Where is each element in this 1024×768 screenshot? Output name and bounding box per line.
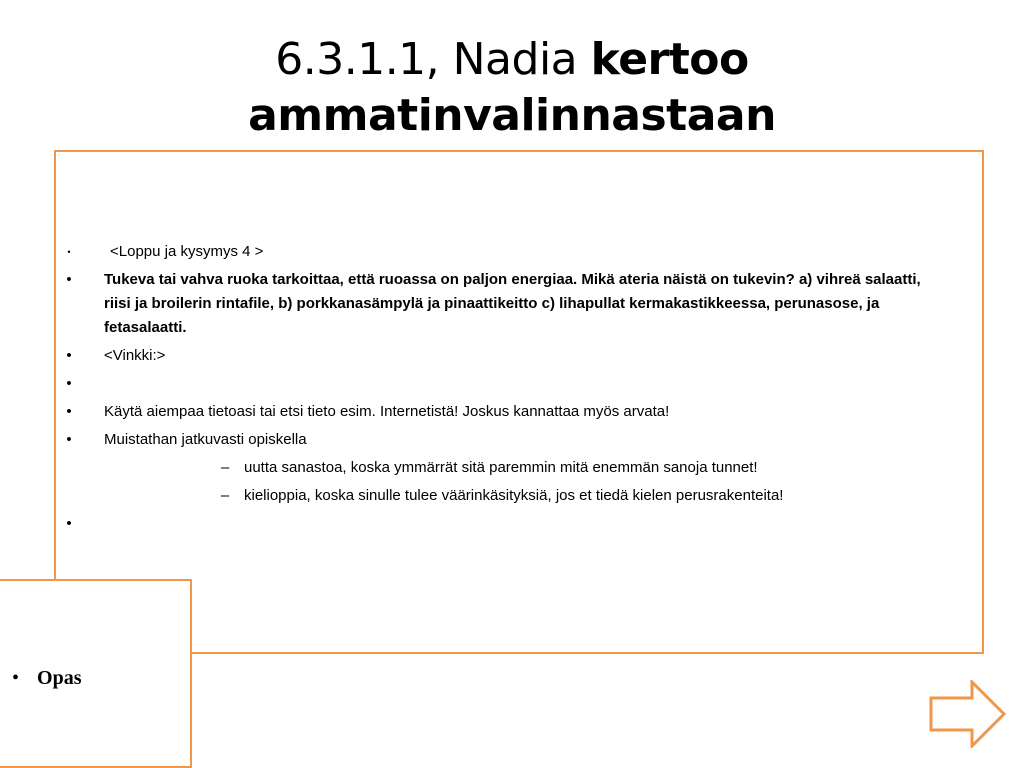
list-item-text: Tukeva tai vahva ruoka tarkoittaa, että ruoassa on paljon energiaa. Mikä ateria näistä on tukevin? a) vihreä salaatti, riisi ja broilerin rintafile, b) porkkanasämpylä ja pinaattikeitto c) lihapullat kermakastikkeessa, perunasose, ja fetasalaatti. [104,271,921,336]
right-arrow-icon [931,682,1004,746]
title-plain: 6.3.1.1, Nadia [275,34,591,85]
bullet-icon: • [66,403,72,420]
list-item [64,240,944,264]
list-item [64,268,944,340]
guide-box [0,579,192,768]
bullet-icon: • [67,247,71,257]
guide-link[interactable] [12,667,81,690]
next-slide-button[interactable] [928,680,1008,748]
content-box [54,150,984,654]
bullet-icon: • [12,667,20,689]
list-item [64,372,944,396]
title-bold-1: kertoo [590,34,749,85]
list-item [64,512,944,536]
list-item-text: <Vinkki:> [104,347,166,364]
dash-icon: – [220,487,230,504]
sub-list-item [64,456,944,480]
list-item [64,400,944,424]
bullet-icon: • [66,515,72,532]
title-bold-2: ammatinvalinnastaan [248,90,776,141]
list-item [64,428,944,452]
bullet-icon: • [66,347,72,364]
sub-list-item-text: kielioppia, koska sinulle tulee väärinkäsityksiä, jos et tiedä kielen perusrakenteita! [244,487,784,504]
guide-label: Opas [37,667,82,689]
bullet-icon: • [66,375,72,392]
content-list [64,240,944,540]
bullet-icon: • [66,431,72,448]
sub-list-item [64,484,944,508]
list-item-text: <Loppu ja kysymys 4 > [110,243,264,260]
bullet-icon: • [66,271,72,288]
slide-title [0,32,1024,144]
dash-icon: – [220,459,230,476]
list-item [64,344,944,368]
list-item-text: Muistathan jatkuvasti opiskella [104,431,307,448]
sub-list-item-text: uutta sanastoa, koska ymmärrät sitä paremmin mitä enemmän sanoja tunnet! [244,459,758,476]
list-item-text: Käytä aiempaa tietoasi tai etsi tieto esim. Internetistä! Joskus kannattaa myös arvata! [104,403,670,420]
